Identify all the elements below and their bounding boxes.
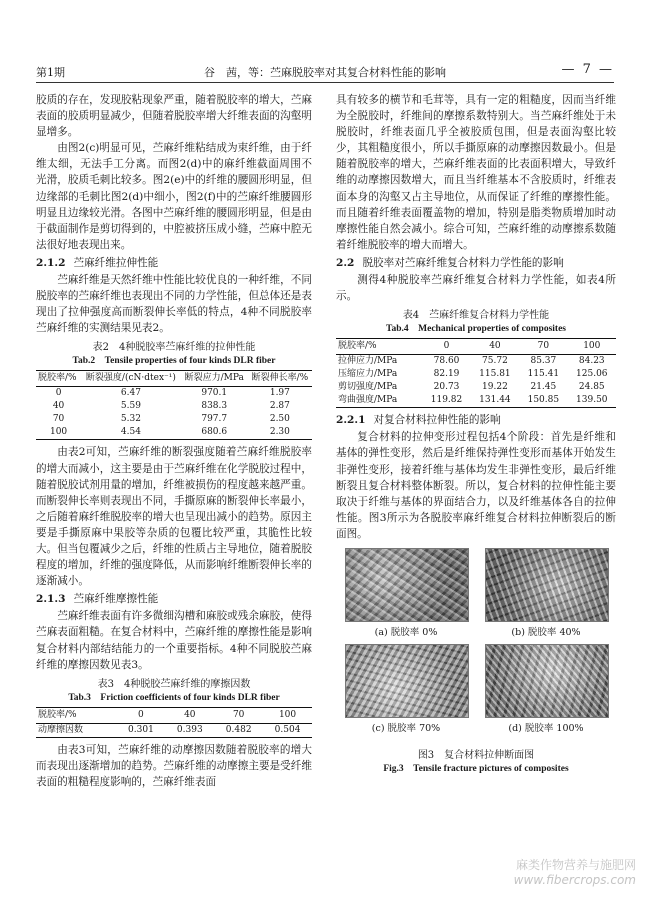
running-header: [36, 56, 614, 83]
paragraph: 苎麻纤维表面有许多微细沟槽和麻胶或残余麻胶，使得苎麻表面粗糙。在复合材料中，苎麻纤维的摩擦性能是影响复合材料内部结结能力的一个重要指标。4种不同脱胶苎麻纤维的摩擦因数见表3。: [36, 610, 312, 671]
table-caption-en: Tab.3 Friction coefficients of four kinds DLR fiber: [68, 692, 280, 703]
section-heading: [36, 255, 312, 271]
table-cell: 6.47: [120, 388, 141, 399]
paragraph: 由表2可知，苎麻纤维的断裂强度随着苎麻纤维脱胶率的增大而减小，这主要是由于苎麻纤维在化学脱胶过程中，随着脱胶试剂用量的增加，纤维被损伤的程度越来越严重。而断裂伸长率则表现出不同，手撕原麻的断裂伸长率最小，之后随着麻纤维脱胶率的增大也呈现出减小的趋势。原因主要是手撕原麻中果胶等杂质的包覆比较严重，其脆性比较大。但当包覆减少之后，纤维的性质占主导地位，随着脱胶程度的增加，纤维的强度降低，从而影响纤维断裂伸长率的逐渐减小。: [36, 446, 312, 588]
table-caption-zh: 表3 4种脱胶苎麻纤维的摩擦因数: [97, 678, 251, 690]
table-cell: 680.6: [201, 427, 228, 438]
section-heading: [336, 412, 616, 428]
table-cell: 131.44: [479, 395, 511, 406]
table-cell: 119.82: [430, 395, 463, 406]
table-header-cell: 40: [165, 707, 214, 723]
table-caption-zh: 表2 4种脱胶率苎麻纤维的拉伸性能: [92, 342, 256, 354]
table-row: [36, 723, 312, 737]
paragraph: 苎麻纤维是天然纤维中性能比较优良的一种纤维，不同脱胶率的苎麻纤维也表现出不同的力学性能，但总体还是表现出了拉伸强度高而断裂伸长率低的特点，4种不同脱胶率苎麻纤维的实测结果见表2。: [36, 274, 312, 335]
section-title: 对复合材料拉伸性能的影响: [373, 414, 501, 427]
table-cell: 115.41: [527, 369, 560, 380]
table-2: [36, 370, 312, 440]
paragraph: 胶质的存在，发现胶粘现象严重，随着脱胶率的增大，苎麻表面的胶质明显减少，但随着脱胶率增大纤维表面的沟壑明显增多。: [36, 94, 312, 139]
sem-micrograph: [485, 548, 609, 622]
table-header-cell: 100: [263, 707, 312, 723]
table-header-cell: 断裂伸长率/%: [248, 371, 312, 387]
table-cell: 838.3: [201, 401, 228, 412]
table-header-cell: 100: [568, 339, 616, 355]
table-cell: 4.54: [120, 427, 141, 438]
table-header-cell: 70: [214, 707, 263, 723]
table-header-cell: 0: [116, 707, 165, 723]
paragraph: 由图2(c)明显可见，苎麻纤维粘结成为束纤维，由于纤维太细，无法手工分离。而图2(d)中的麻纤维截面周围不光滑，胶质毛刺比较多。图2(e)中的纤维的腰圆形明显，但边缘部的毛刺比图2(d)中细小，图2(f)中的苎麻纤维腰圆形明显且边缘较光滑。各图中苎麻纤维的腰圆形明显，但是由于截面制作是剪切得到的，中腔被挤压成小缝，苎麻中腔无法很好地表现出来。: [36, 142, 312, 251]
table-row: [36, 413, 312, 426]
table-row: [336, 394, 616, 408]
table-cell: 150.85: [527, 395, 560, 406]
figure-panel-b: [485, 548, 607, 641]
figure-caption-zh: 图3 复合材料拉伸断面图: [417, 749, 535, 761]
table-row: [336, 355, 616, 369]
issue-number: 第1期: [36, 66, 65, 79]
table-cell: 70: [52, 414, 65, 425]
section-title: 脱胶率对苎麻纤维复合材料力学性能的影响: [362, 256, 564, 269]
section-heading: [36, 591, 312, 607]
table-row: [36, 426, 312, 440]
table-header-cell: 40: [471, 339, 519, 355]
table-cell: 84.23: [578, 356, 605, 367]
figure-panel-d: [485, 644, 607, 737]
table-cell: 970.1: [201, 388, 228, 399]
table-header-cell: 脱胶率/%: [336, 339, 422, 355]
table-cell: 797.7: [201, 414, 228, 425]
table-cell: 21.45: [530, 382, 557, 393]
table-header-cell: 70: [519, 339, 567, 355]
table-cell: 139.50: [576, 395, 608, 406]
table-3: [36, 707, 312, 738]
figure-3: [341, 548, 611, 744]
table-cell: 5.32: [120, 414, 141, 425]
table-row-label: 动摩擦因数: [38, 724, 84, 735]
table-header-cell: 断裂强度/(cN·dtex⁻¹): [81, 371, 181, 387]
table-cell: 0: [55, 388, 62, 399]
left-column: [36, 92, 312, 790]
figure-panel-a: [345, 548, 467, 641]
table-row-label: 弯曲强度/MPa: [338, 395, 398, 406]
paragraph: 由表3可知，苎麻纤维的动摩擦因数随着脱胶率的增大而表现出逐渐增加的趋势。苎麻纤维的动摩擦主要是受纤维表面的粗糙程度影响的，苎麻纤维表面: [36, 743, 312, 788]
watermark: [514, 856, 636, 887]
table-cell: 125.06: [576, 369, 608, 380]
table-header-cell: 断裂应力/MPa: [181, 371, 248, 387]
table-row: [36, 400, 312, 413]
table-row: [336, 368, 616, 381]
table-cell: 5.59: [120, 401, 141, 412]
subfigure-label: (d) 脱胶率 100%: [508, 722, 584, 734]
table-header-cell: 0: [422, 339, 470, 355]
subfigure-label: (c) 脱胶率 70%: [371, 722, 441, 734]
paragraph: 测得4种脱胶率苎麻纤维复合材料力学性能，如表4所示。: [336, 274, 616, 303]
table-cell: 0.301: [128, 724, 154, 735]
table-cell: 0.393: [176, 724, 203, 735]
table-4: [336, 338, 616, 408]
section-number: 2.2.1: [336, 414, 366, 427]
section-heading: [336, 255, 616, 271]
subfigure-label: (a) 脱胶率 0%: [374, 626, 438, 638]
sem-micrograph: [345, 644, 469, 718]
figure-caption-en: Fig.3 Tensile fracture pictures of composites: [383, 763, 569, 774]
page-number: — 7 —: [561, 62, 614, 77]
section-number: 2.1.3: [36, 593, 66, 606]
table-cell: 2.87: [269, 401, 290, 412]
table-cell: 2.50: [269, 414, 290, 425]
section-number: 2.1.2: [36, 256, 66, 269]
table-cell: 24.85: [578, 382, 605, 393]
table-row: [36, 387, 312, 401]
table-cell: 0.482: [225, 724, 252, 735]
section-title: 苎麻纤维拉伸性能: [73, 256, 159, 269]
table-header-cell: 脱胶率/%: [36, 707, 116, 723]
table-row-label: 拉伸应力/MPa: [338, 356, 398, 367]
table-cell: 85.37: [530, 356, 557, 367]
table-cell: 0.504: [274, 724, 301, 735]
sem-micrograph: [345, 548, 469, 622]
table-caption-en: Tab.4 Mechanical properties of composites: [386, 324, 566, 335]
table-cell: 82.19: [433, 369, 460, 380]
table-cell: 1.97: [269, 388, 290, 399]
table-caption-en: Tab.2 Tensile properties of four kinds DLR fiber: [72, 356, 276, 367]
table-cell: 100: [49, 427, 68, 438]
subfigure-label: (b) 脱胶率 40%: [511, 626, 581, 638]
section-number: 2.2: [336, 256, 355, 269]
table-header-cell: 脱胶率/%: [36, 371, 81, 387]
table-cell: 75.72: [482, 356, 508, 367]
table-cell: 115.81: [479, 369, 511, 380]
table-cell: 78.60: [433, 356, 460, 367]
table-cell: 2.30: [269, 427, 290, 438]
watermark-site-name: 麻类作物营养与施肥网: [515, 858, 636, 872]
table-row: [336, 381, 616, 394]
table-cell: 20.73: [433, 382, 460, 393]
paragraph: 具有较多的横节和毛茸等，具有一定的粗糙度，因而当纤维为全脱胶时，纤维间的摩擦系数特别大。当苎麻纤维处于未脱胶时，纤维表面几乎全被胶质包围，但是表面沟壑比较少，其粗糙度很小，所以手撕原麻的动摩擦因数最小。但是随着脱胶率的增大，苎麻纤维表面的比表面积增大，导致纤维的动摩擦因数增大，而且当纤维基本不含胶质时，纤维表面本身的沟壑又占主导地位，从而保证了纤维的摩擦性能。而且随着纤维表面覆盖物的增加，特别是脂类物质增加时动摩擦性能自然会减小。综合可知，苎麻纤维的动摩擦系数随着纤维脱胶率的增大而增大。: [336, 94, 616, 251]
table-cell: 19.22: [482, 382, 508, 393]
table-caption-zh: 表4 苎麻纤维复合材料力学性能: [402, 310, 550, 322]
table-cell: 40: [52, 401, 65, 412]
right-column: [336, 92, 616, 778]
table-row-label: 剪切强度/MPa: [338, 382, 398, 393]
figure-panel-c: [345, 644, 467, 737]
section-title: 苎麻纤维摩擦性能: [73, 593, 159, 606]
watermark-url: www.fibercrops.com: [513, 873, 636, 887]
table-row-label: 压缩应力/MPa: [338, 369, 398, 380]
running-title: 谷 茜，等：苎麻脱胶率对其复合材料性能的影响: [204, 66, 446, 79]
sem-micrograph: [485, 644, 609, 718]
paragraph: 复合材料的拉伸变形过程包括4个阶段：首先是纤维和基体的弹性变形，然后是纤维保持弹性变形而基体开始发生非弹性变形，接着纤维与基体均发生非弹性变形，最后纤维断裂且复合材料整体断裂。所以，复合材料的拉伸性能主要取决于纤维与基体的界面结合力，以及纤维基体各自的拉伸性能。图3所示为各脱胶率麻纤维复合材料拉伸断裂后的断面图。: [336, 431, 616, 540]
